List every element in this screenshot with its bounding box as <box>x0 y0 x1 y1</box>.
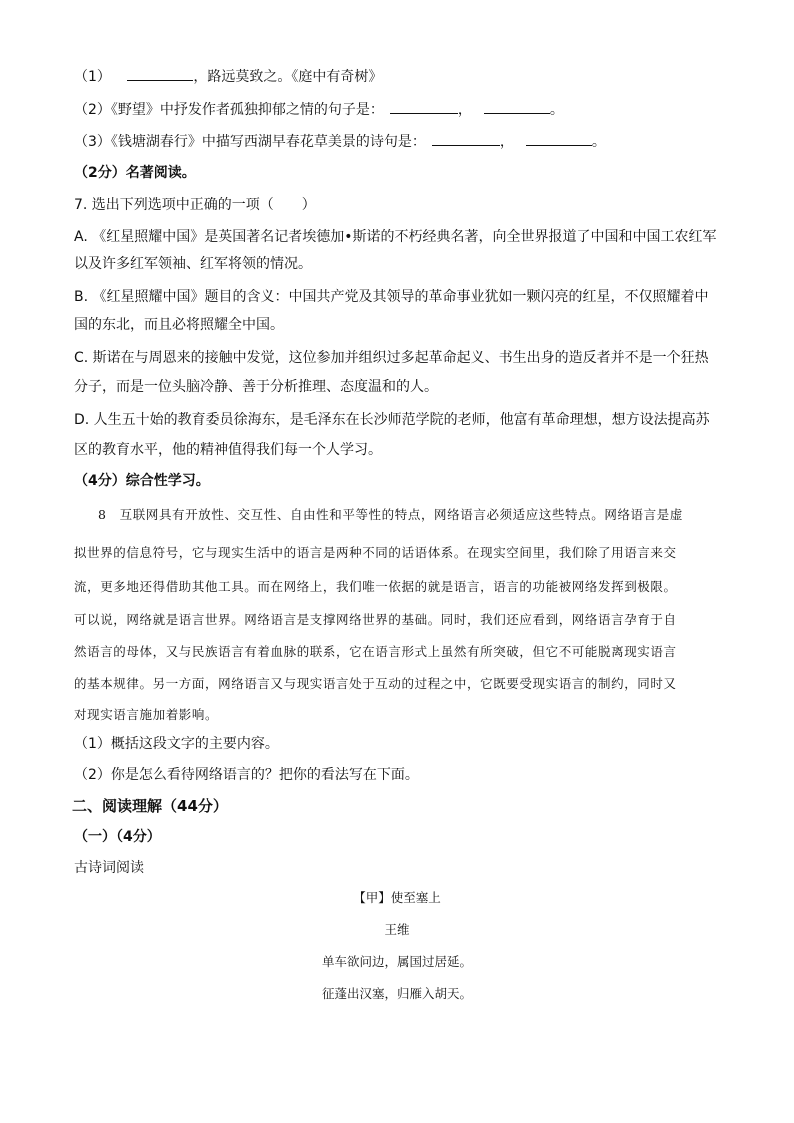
gushi-label: 古诗词阅读 <box>74 860 144 876</box>
answer-blank-1[interactable] <box>127 66 193 81</box>
q6-line-2-end: 。 <box>549 102 564 118</box>
q8-passage-line-6: 的基本规律。另一方面，网络语言又与现实语言处于互动的过程之中，它既要受现实语言的制约，同时又 <box>74 676 677 691</box>
answer-blank-3[interactable] <box>484 99 550 114</box>
q8-passage-line-7: 对现实语言施加着影响。 <box>74 707 219 722</box>
q8-passage-line-4: 可以说，网络就是语言世界。网络语言是支撑网络世界的基础。同时，我们还应看到，网络语言孕育于自 <box>74 612 677 627</box>
answer-blank-4[interactable] <box>432 131 500 146</box>
q6-line-2 <box>74 99 564 120</box>
q8-passage-line-3: 流，更多地还得借助其他工具。而在网络上，我们唯一依据的就是语言，语言的功能被网络发挥到极限。 <box>74 579 677 594</box>
q6-line-3-sep: ， <box>499 134 514 150</box>
part2-subtitle: （一）（4分） <box>74 829 161 845</box>
q7-option-a-line2: 以及许多红军领袖、红军将领的情况。 <box>74 256 312 272</box>
poem-line-1: 单车欲问边，属国过居延。 <box>321 954 472 969</box>
q6-line-3 <box>74 131 606 152</box>
q7-option-b-line2: 国的东北，而且必将照耀全中国。 <box>74 317 284 333</box>
q8-passage-line-2: 拟世界的信息符号，它与现实生活中的语言是两种不同的话语体系。在现实空间里，我们除了用语言来交 <box>74 545 677 560</box>
section-heading-zonghe: （4分）综合性学习。 <box>74 473 210 489</box>
q8-passage-line-1: 8 互联网具有开放性、交互性、自由性和平等性的特点，网络语言必须适应这些特点。网络语言是虚 <box>98 507 683 522</box>
q7-option-c-line1: C. 斯诺在与周恩来的接触中发觉，这位参加并组织过多起革命起义、书生出身的造反者并不是一个狂热 <box>74 350 709 366</box>
poem-line-2: 征蓬出汉塞，归雁入胡天。 <box>321 986 472 1001</box>
poem-title: 【甲】使至塞上 <box>353 890 441 905</box>
q7-option-d-line2: 区的教育水平，他的精神值得我们每一个人学习。 <box>74 442 382 458</box>
answer-blank-2[interactable] <box>390 99 458 114</box>
q7-stem: 7. 选出下列选项中正确的一项（ ） <box>74 197 316 213</box>
q7-option-a-line1: A. 《红星照耀中国》是英国著名记者埃德加•斯诺的不朽经典名著，向全世界报道了中国和中国工农红军 <box>74 229 717 245</box>
section-heading-mingzhu: （2分）名著阅读。 <box>74 165 196 181</box>
part2-title: 二、阅读理解（44分） <box>72 797 228 815</box>
q6-line-1 <box>74 66 382 87</box>
q8-passage-line-5: 然语言的母体，又与民族语言有着血脉的联系，它在语言形式上虽然有所突破，但它不可能脱离现实语言 <box>74 644 677 659</box>
q7-option-c-line2: 分子，而是一位头脑冷静、善于分析推理、态度温和的人。 <box>74 379 438 395</box>
q6-line-3-end: 。 <box>591 134 606 150</box>
q6-line-1-suffix: ，路远莫致之。《庭中有奇树》 <box>193 69 383 85</box>
q8-subquestion-2: （2）你是怎么看待网络语言的？把你的看法写在下面。 <box>74 767 419 783</box>
q7-option-d-line1: D. 人生五十始的教育委员徐海东，是毛泽东在长沙师范学院的老师，他富有革命理想，想方设法提高苏 <box>74 412 710 428</box>
answer-blank-5[interactable] <box>526 131 592 146</box>
q8-subquestion-1: （1）概括这段文字的主要内容。 <box>74 736 279 752</box>
q6-line-1-prefix: （1） <box>74 69 111 85</box>
q7-option-b-line1: B. 《红星照耀中国》题目的含义：中国共产党及其领导的革命事业犹如一颗闪亮的红星，不仅照耀着中 <box>74 289 709 305</box>
q6-line-2-prefix: （2）《野望》中抒发作者孤独抑郁之情的句子是： <box>74 102 384 118</box>
poem-author: 王维 <box>384 922 410 937</box>
q6-line-2-sep: ， <box>457 102 472 118</box>
q6-line-3-prefix: （3）《钱塘湖春行》中描写西湖早春花草美景的诗句是： <box>74 134 426 150</box>
